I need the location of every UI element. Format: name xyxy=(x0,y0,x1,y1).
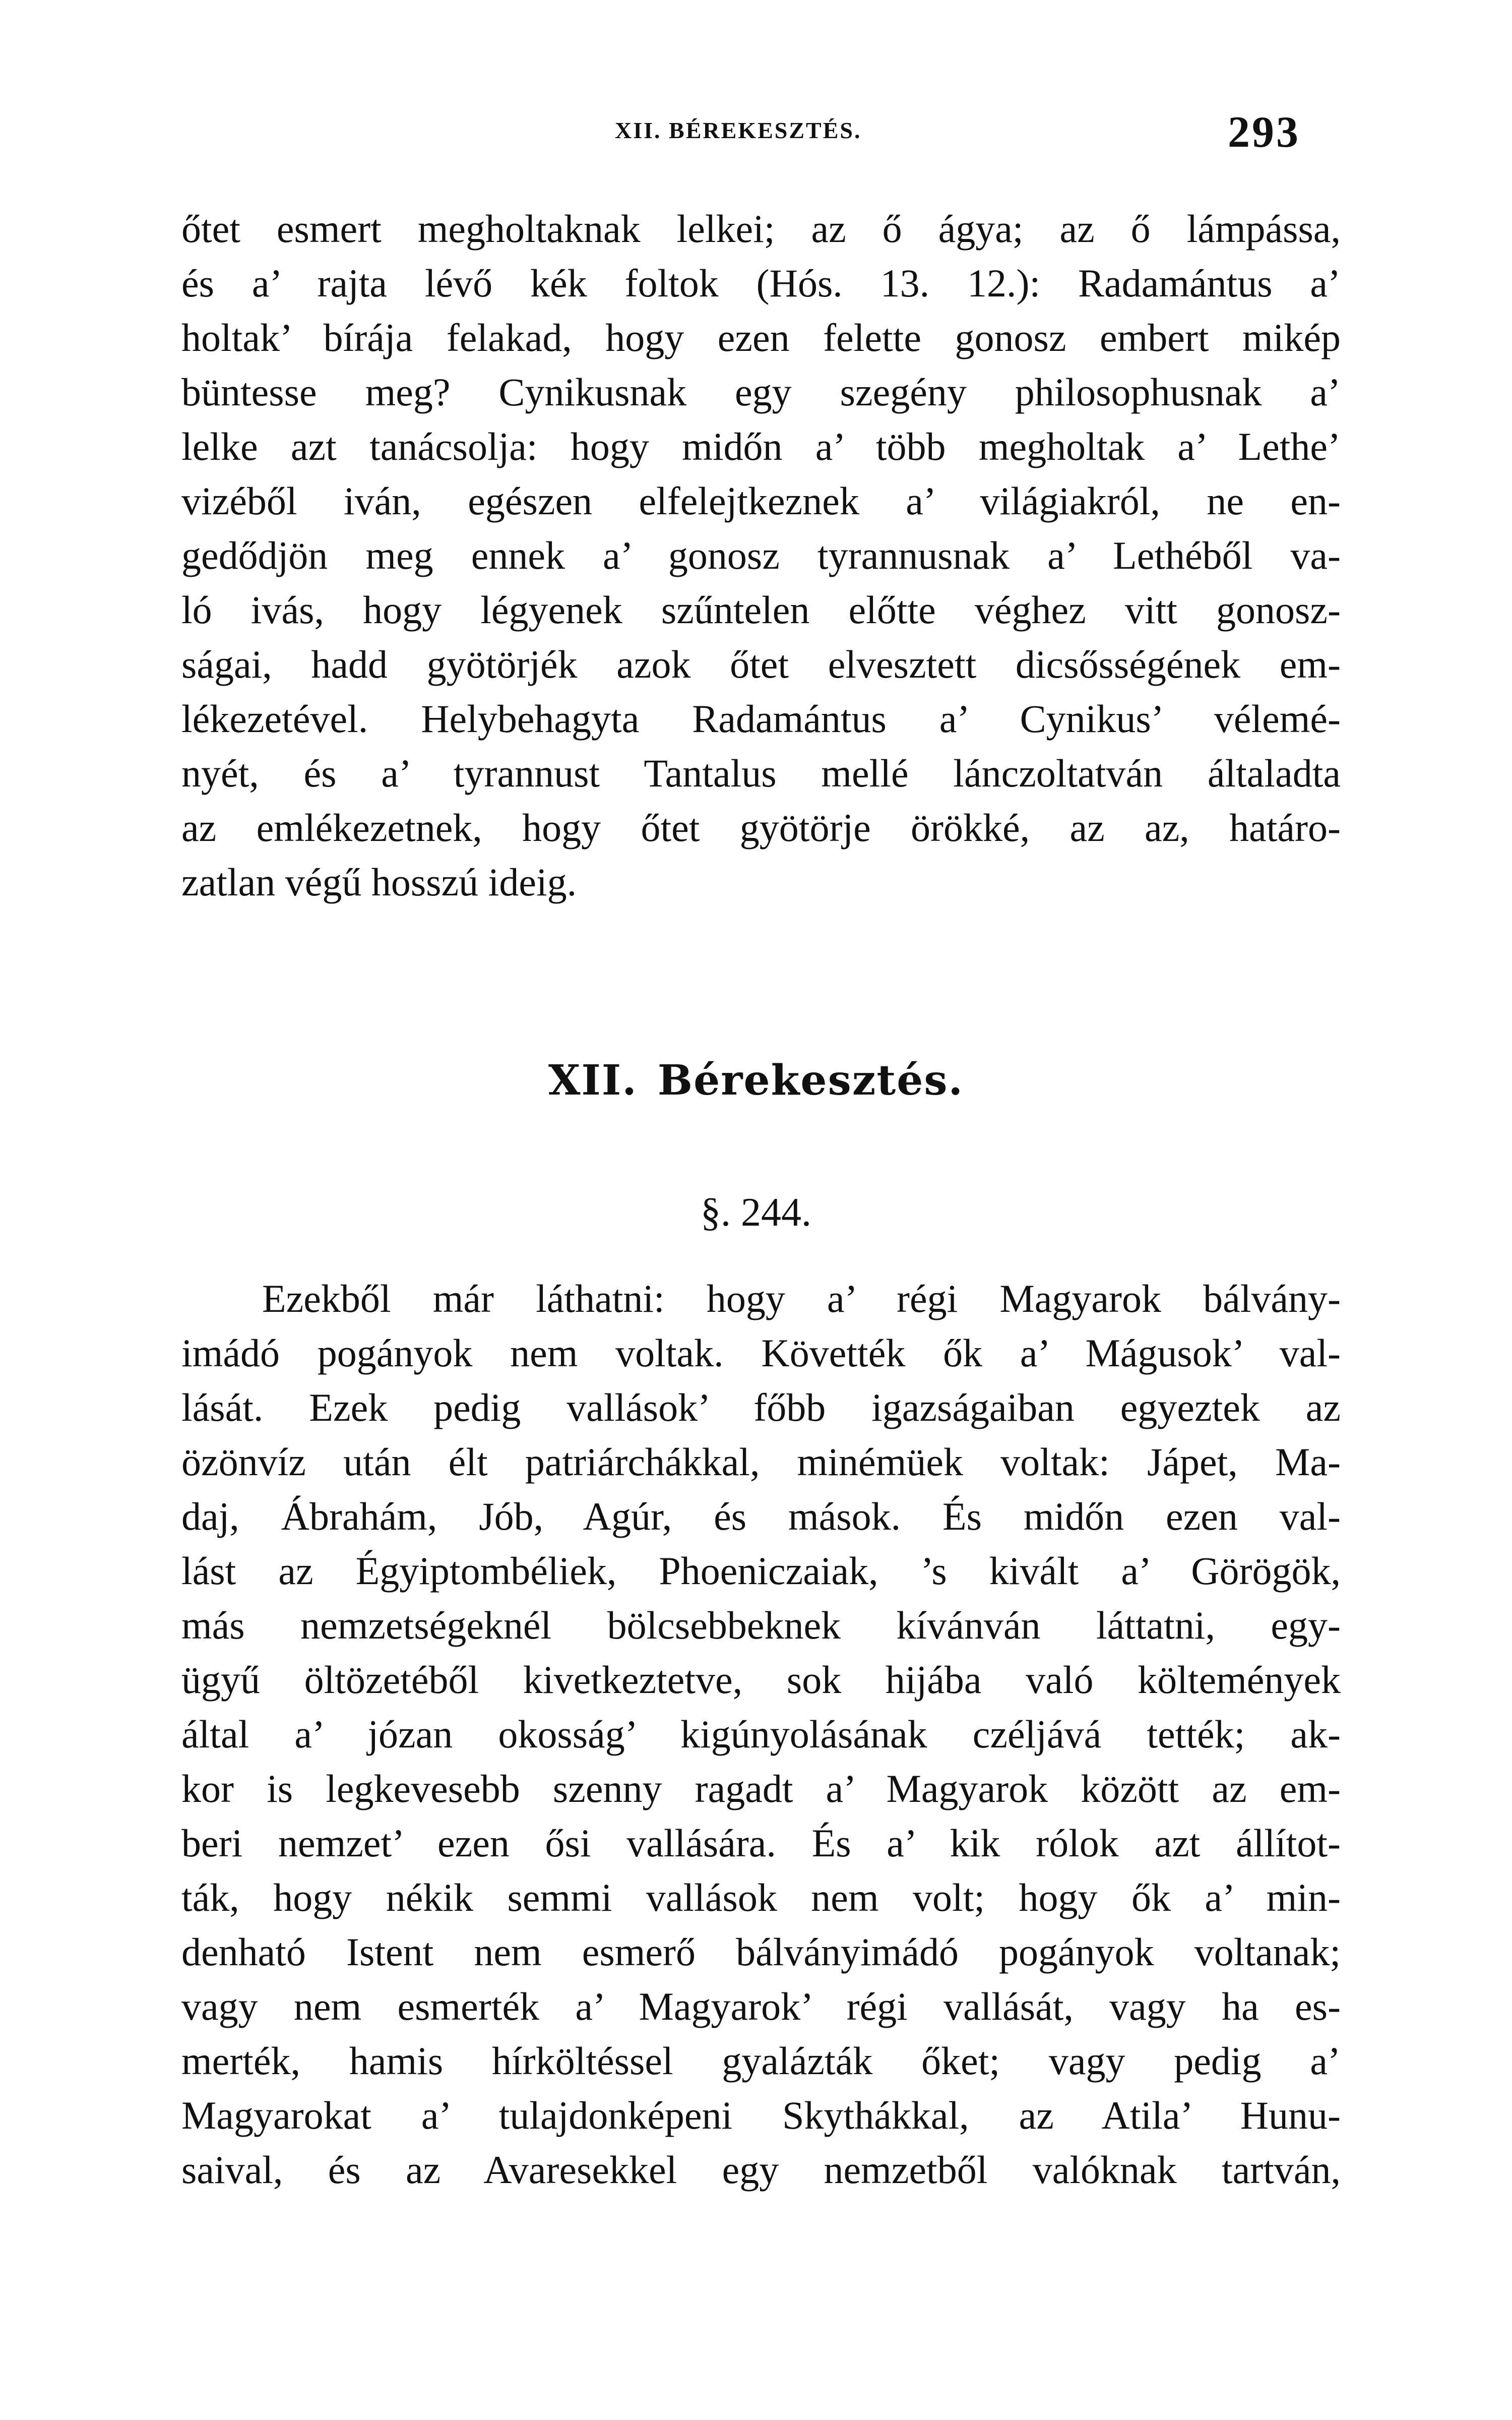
text-line: ló ivás, hogy légyenek szűntelen előtte véghez vitt gonosz- xyxy=(181,588,1341,632)
text-line: imádó pogányok nem voltak. Követték ők a’ Mágusok’ val- xyxy=(181,1331,1341,1375)
section-title: Bérekesztés. xyxy=(657,1056,964,1105)
running-head: XII. BÉREKESZTÉS. xyxy=(615,117,862,143)
text-line: ták, hogy nékik semmi vallások nem volt; hogy ők a’ min- xyxy=(181,1876,1341,1919)
text-line: nyét, és a’ tyrannust Tantalus mellé lánczoltatván általadta xyxy=(181,751,1341,795)
text-line: beri nemzet’ ezen ősi vallására. És a’ kik rólok azt állítot- xyxy=(181,1821,1341,1865)
paragraph-number: §. 244. xyxy=(701,1190,811,1235)
text-line: vizéből iván, egészen elfelejtkeznek a’ világiakról, ne en- xyxy=(181,479,1341,523)
text-line: őtet esmert megholtaknak lelkei; az ő ágya; az ő lámpássa, xyxy=(181,207,1341,251)
text-line: büntesse meg? Cynikusnak egy szegény philosophusnak a’ xyxy=(181,370,1341,414)
page-number: 293 xyxy=(1228,108,1300,157)
bottom-paragraph xyxy=(181,1272,1341,2197)
text-line: saival, és az Avaresekkel egy nemzetből valóknak tartván, xyxy=(181,2148,1341,2192)
text-line: Ezekből már láthatni: hogy a’ régi Magyarok bálvány- xyxy=(262,1277,1341,1320)
text-line: Magyarokat a’ tulajdonképeni Skythákkal, az Atila’ Hunu- xyxy=(181,2093,1341,2137)
text-line: vagy nem esmerték a’ Magyarok’ régi vallását, vagy ha es- xyxy=(181,1984,1341,2028)
text-line: ügyű öltözetéből kivetkeztetve, sok hijába való költemények xyxy=(181,1658,1341,1702)
section-heading xyxy=(0,1056,1512,1105)
text-line: gedődjön meg ennek a’ gonosz tyrannusnak a’ Lethéből va- xyxy=(181,533,1341,577)
section-number: XII. xyxy=(548,1056,638,1105)
text-line: által a’ józan okosság’ kigúnyolásának czéljává tették; ak- xyxy=(181,1712,1341,1756)
text-line: zatlan végű hosszú ideig. xyxy=(181,860,577,904)
text-line: lását. Ezek pedig vallások’ főbb igazságaiban egyeztek az xyxy=(181,1385,1341,1429)
text-line: lékezetével. Helybehagyta Radamántus a’ Cynikus’ vélemé- xyxy=(181,697,1341,741)
text-line: ságai, hadd gyötörjék azok őtet elvesztett dicsősségének em- xyxy=(181,642,1341,686)
text-line: holtak’ bírája felakad, hogy ezen felette gonosz embert mikép xyxy=(181,316,1341,359)
text-line: daj, Ábrahám, Jób, Agúr, és mások. És midőn ezen val- xyxy=(181,1494,1341,1538)
text-line: merték, hamis hírköltéssel gyalázták őket; vagy pedig a’ xyxy=(181,2039,1341,2083)
text-line: lást az Égyiptombéliek, Phoeniczaiak, ’s kivált a’ Görögök, xyxy=(181,1549,1341,1593)
text-line: más nemzetségeknél bölcsebbeknek kívánván láttatni, egy- xyxy=(181,1603,1341,1647)
text-line: denható Istent nem esmerő bálványimádó pogányok voltanak; xyxy=(181,1930,1341,1974)
text-line: az emlékezetnek, hogy őtet gyötörje örökké, az az, határo- xyxy=(181,806,1341,850)
text-line: kor is legkevesebb szenny ragadt a’ Magyarok között az em- xyxy=(181,1767,1341,1810)
text-line: özönvíz után élt patriárchákkal, minémüek voltak: Jápet, Ma- xyxy=(181,1440,1341,1484)
text-line: és a’ rajta lévő kék foltok (Hós. 13. 12.): Radamántus a’ xyxy=(181,261,1341,305)
top-paragraph xyxy=(181,202,1341,910)
text-line: lelke azt tanácsolja: hogy midőn a’ több megholtak a’ Lethe’ xyxy=(181,425,1341,468)
